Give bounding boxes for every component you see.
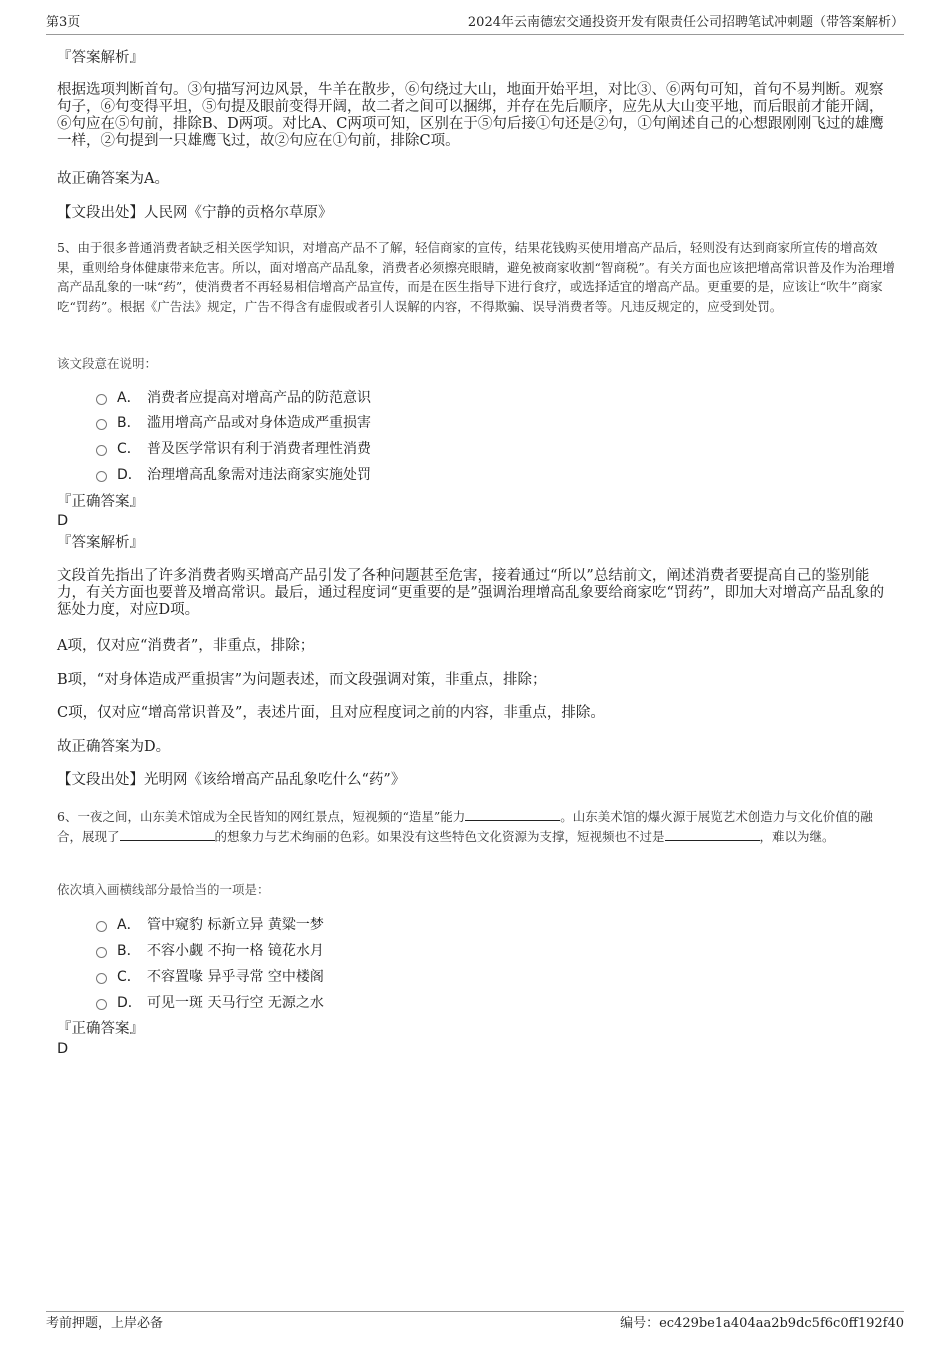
stem-text: 6、一夜之间，山东美术馆成为全民皆知的网红景点，短视频的“造星”能力	[57, 809, 466, 824]
option-text: 治理增高乱象需对违法商家实施处罚	[147, 467, 371, 483]
option-text: 管中窥豹 标新立异 黄粱一梦	[147, 917, 324, 933]
answer-label: 『正确答案』	[57, 1021, 144, 1037]
q5-option-b[interactable]	[96, 413, 371, 433]
source-text: 【文段出处】光明网《该给增高产品乱象吃什么“药”》	[57, 772, 406, 788]
question-6-stem	[57, 807, 895, 846]
option-letter: D．	[117, 467, 142, 483]
page-number: 第3页	[46, 15, 81, 30]
stem-text: 的想象力与艺术绚丽的色彩。如果没有这些特色文化资源为支撑，短视频也不过是	[214, 828, 665, 844]
q6-option-a[interactable]	[96, 915, 324, 935]
conclusion-text: 故正确答案为A。	[57, 171, 169, 187]
answer-value: D	[57, 513, 69, 529]
option-text: 普及医学常识有利于消费者理性消费	[147, 441, 371, 457]
question-5-prompt: 该文段意在说明：	[57, 356, 158, 371]
analysis-label: 『答案解析』	[57, 50, 144, 66]
option-letter: C．	[117, 969, 141, 985]
option-letter: A．	[117, 390, 141, 406]
option-text: 消费者应提高对增高产品的防范意识	[147, 390, 371, 406]
analysis-label: 『答案解析』	[57, 535, 144, 551]
option-letter: D．	[117, 995, 142, 1011]
option-letter: A．	[117, 917, 141, 933]
question-6-prompt: 依次填入画横线部分最恰当的一项是：	[57, 882, 270, 897]
page-footer	[46, 1311, 904, 1337]
q5-option-d[interactable]	[96, 465, 371, 485]
source-text: 【文段出处】人民网《宁静的贡格尔草原》	[57, 205, 333, 221]
blank-line[interactable]	[120, 828, 215, 841]
option-text: 可见一斑 天马行空 无源之水	[147, 995, 324, 1011]
blank-line[interactable]	[665, 828, 760, 841]
option-text: 滥用增高产品或对身体造成严重损害	[147, 415, 371, 431]
q5-option-c[interactable]	[96, 439, 371, 459]
analysis-text: 根据选项判断首句。③句描写河边风景，牛羊在散步，⑥句绕过大山，地面开始平坦，对比③、⑥两句可知，首句不易判断。观察句子，⑥句变得平坦，⑤句提及眼前变得开阔，故二者之间可以捆绑，并存在先后顺序，应先从大山变平地，而后眼前才能开阔，⑥句应在⑤句前，排除B、D两项。对比A、C两项可知，区别在于⑤句后接①句还是②句，①句阐述自己的心想跟刚刚飞过的雄鹰一样，②句提到一只雄鹰飞过，故②句应在①句前，排除C项。	[57, 82, 884, 149]
radio-icon[interactable]	[96, 999, 107, 1010]
conclusion-text: 故正确答案为D。	[57, 739, 171, 755]
radio-icon[interactable]	[96, 471, 107, 482]
analysis-item-b: B项，“对身体造成严重损害”为问题表述，而文段强调对策，非重点，排除；	[57, 672, 547, 688]
stem-text: 。山东美术馆的爆火源于展览艺术创造力与文化价值的融合，展现了	[57, 809, 873, 844]
option-text: 不容置喙 异乎寻常 空中楼阁	[147, 969, 324, 985]
answer-value: D	[57, 1041, 69, 1057]
q6-option-d[interactable]	[96, 993, 324, 1013]
document-id: 编号：ec429be1a404aa2b9dc5f6c0ff192f40	[620, 1316, 904, 1331]
blank-line[interactable]	[465, 808, 560, 821]
analysis-item-c: C项，仅对应“增高常识普及”，表述片面，且对应程度词之前的内容，非重点，排除。	[57, 705, 605, 721]
stem-text: ，难以为继。	[759, 828, 835, 844]
radio-icon[interactable]	[96, 445, 107, 456]
radio-icon[interactable]	[96, 394, 107, 405]
radio-icon[interactable]	[96, 973, 107, 984]
option-letter: B．	[117, 943, 141, 959]
q5-option-a[interactable]	[96, 388, 371, 408]
answer-label: 『正确答案』	[57, 494, 144, 510]
page-header	[46, 14, 904, 35]
q6-option-b[interactable]	[96, 941, 324, 961]
option-text: 不容小觑 不拘一格 镜花水月	[147, 943, 324, 959]
option-letter: B．	[117, 415, 141, 431]
analysis-item-a: A项，仅对应“消费者”，非重点，排除；	[57, 638, 315, 654]
q6-option-c[interactable]	[96, 967, 324, 987]
radio-icon[interactable]	[96, 419, 107, 430]
option-letter: C．	[117, 441, 141, 457]
footer-slogan: 考前押题，上岸必备	[46, 1316, 164, 1331]
question-5-stem: 5、由于很多普通消费者缺乏相关医学知识，对增高产品不了解，轻信商家的宣传，结果花钱购买使用增高产品后，轻则没有达到商家所宣传的增高效果，重则给身体健康带来危害。所以，面对增高产品乱象，消费者必须擦亮眼睛，避免被商家收割“智商税”。有关方面也应该把增高常识普及作为治理增高产品乱象的一味“药”，使消费者不再轻易相信增高产品宣传，而是在医生指导下进行食疗，或选择适宜的增高产品。更重要的是，应该让“吹牛”商家吃“罚药”。根据《广告法》规定，广告不得含有虚假或者引人误解的内容，不得欺骗、误导消费者等。凡违反规定的，应受到处罚。	[57, 240, 895, 314]
radio-icon[interactable]	[96, 921, 107, 932]
radio-icon[interactable]	[96, 947, 107, 958]
document-title: 2024年云南德宏交通投资开发有限责任公司招聘笔试冲刺题（带答案解析）	[467, 15, 904, 30]
analysis-text: 文段首先指出了许多消费者购买增高产品引发了各种问题甚至危害，接着通过“所以”总结前文，阐述消费者要提高自己的鉴别能力，有关方面也要普及增高常识。最后，通过程度词“更重要的是”强调治理增高乱象要给商家吃“罚药”，即加大对增高产品乱象的惩处力度，对应D项。	[57, 568, 885, 618]
